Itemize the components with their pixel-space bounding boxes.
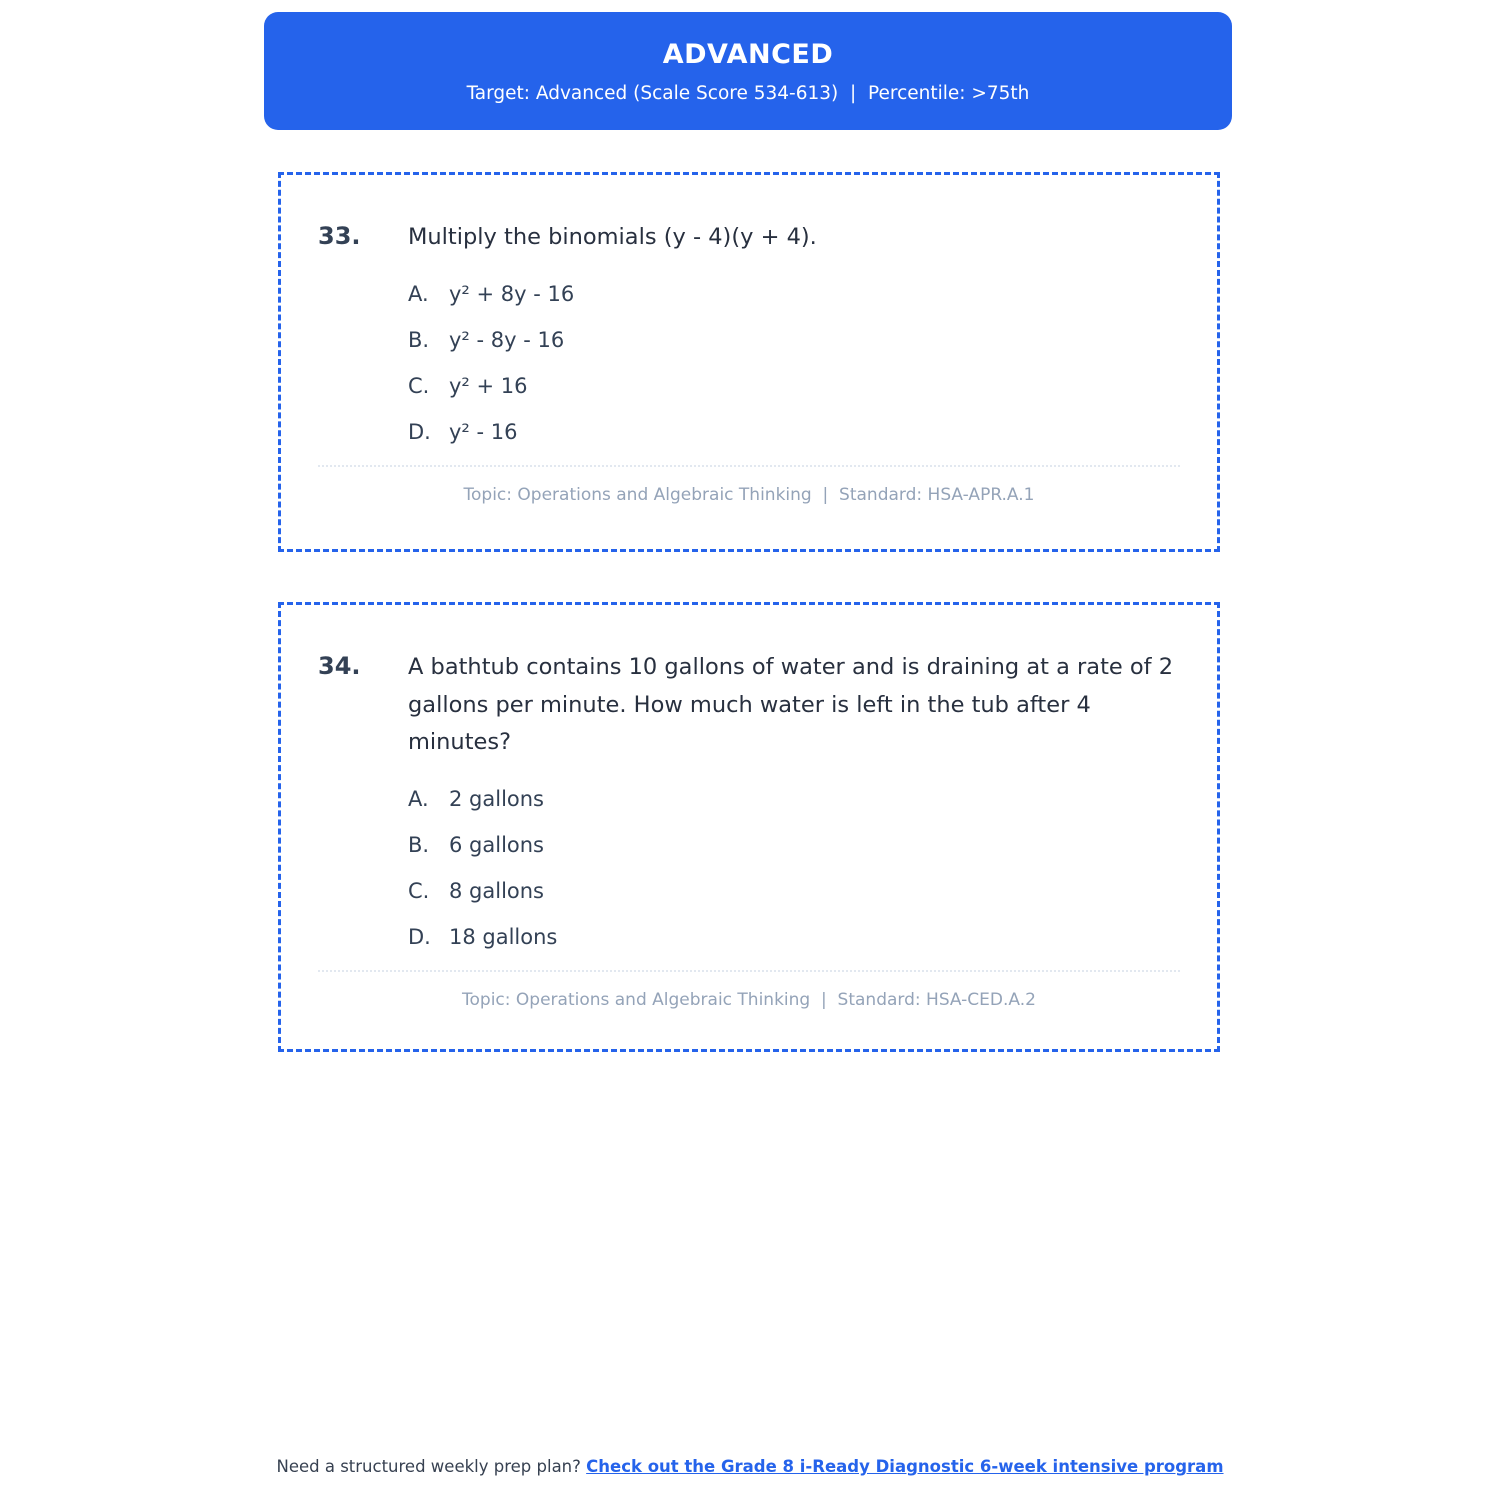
option-c — [408, 878, 1180, 904]
option-text: 6 gallons — [449, 832, 545, 857]
meta-divider — [318, 970, 1180, 972]
option-b — [408, 832, 1180, 858]
options-list — [408, 786, 1180, 950]
option-d — [408, 924, 1180, 950]
options-list — [408, 281, 1180, 445]
option-letter: D. — [408, 419, 431, 444]
meta-divider — [318, 465, 1180, 467]
option-a — [408, 281, 1180, 307]
option-text: 18 gallons — [449, 924, 558, 949]
question-number: 33. — [318, 222, 361, 250]
option-text: 8 gallons — [449, 878, 545, 903]
topic-standard-line: Topic: Operations and Algebraic Thinking | Standard: HSA-APR.A.1 — [463, 484, 1035, 505]
question-text: A bathtub contains 10 gallons of water and is draining at a rate of 2 gallons per minute. How much water is left in the tub after 4 minutes? — [408, 654, 1174, 755]
option-letter: C. — [408, 373, 430, 398]
option-b — [408, 327, 1180, 353]
option-letter: D. — [408, 924, 431, 949]
option-c — [408, 373, 1180, 399]
prep-program-link[interactable]: Check out the Grade 8 i-Ready Diagnostic 6-week intensive program — [586, 1457, 1224, 1476]
option-letter: B. — [408, 832, 430, 857]
option-a — [408, 786, 1180, 812]
level-title: ADVANCED — [662, 38, 834, 70]
question-number: 34. — [318, 652, 361, 680]
question-row — [318, 219, 1180, 257]
question-text: Multiply the binomials (y - 4)(y + 4). — [408, 224, 817, 250]
footer-prompt: Need a structured weekly prep plan? — [276, 1457, 587, 1476]
option-text: y² - 8y - 16 — [449, 327, 565, 352]
option-text: y² + 8y - 16 — [449, 281, 575, 306]
option-text: y² - 16 — [449, 419, 518, 444]
level-banner — [264, 12, 1232, 130]
question-row — [318, 649, 1180, 762]
question-card-33 — [278, 172, 1220, 552]
option-text: 2 gallons — [449, 786, 545, 811]
option-letter: A. — [408, 281, 429, 306]
option-d — [408, 419, 1180, 445]
question-card-34 — [278, 602, 1220, 1052]
level-subtitle: Target: Advanced (Scale Score 534-613) | Percentile: >75th — [466, 82, 1030, 104]
footer — [0, 1457, 1500, 1476]
option-text: y² + 16 — [449, 373, 528, 398]
option-letter: C. — [408, 878, 430, 903]
topic-standard-line: Topic: Operations and Algebraic Thinking | Standard: HSA-CED.A.2 — [462, 989, 1036, 1010]
option-letter: A. — [408, 786, 429, 811]
option-letter: B. — [408, 327, 430, 352]
